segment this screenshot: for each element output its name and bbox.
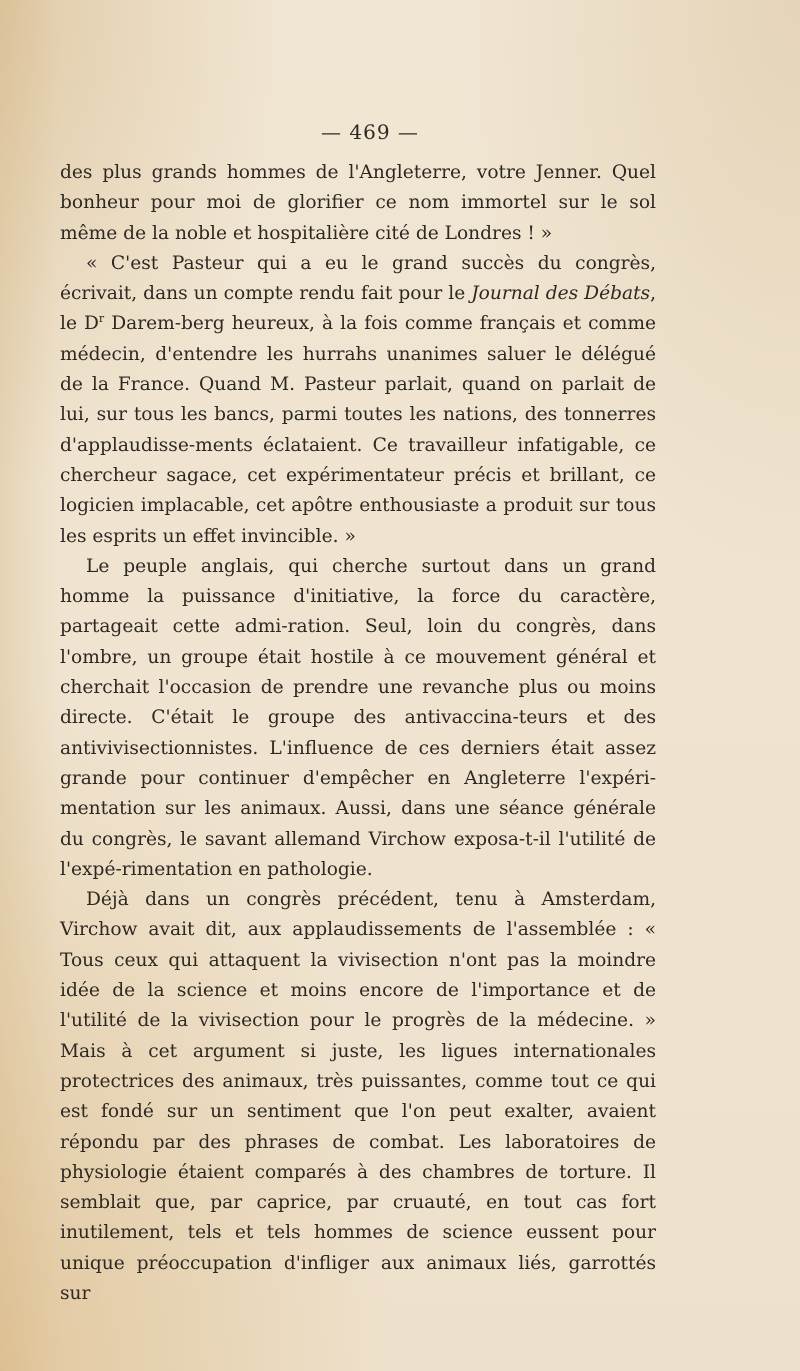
- doctor-abbreviation-superscript: r: [98, 312, 105, 326]
- paragraph-2-text-before: « C'est Pasteur qui a eu le grand succès du congrès, écrivait, dans un compte rendu fait pour le: [60, 252, 656, 305]
- paragraph-3: Le peuple anglais, qui cherche surtout dans un grand homme la puissance d'initiative, la force du caractère, partageait cette admi-ration. Seul, loin du congrès, dans l'ombre, un groupe était hostile à ce mouvement général et cherchait l'occasion de prendre une revanche plus ou moins directe. C'était le groupe des antivaccina-teurs et des antivivisectionnistes. L'influence de ces derniers était assez grande pour continuer d'empêcher en Angleterre l'expéri-mentation sur les animaux. Aussi, dans une séance générale du congrès, le savant allemand Virchow exposa-t-il l'utilité de l'expé-rimentation en pathologie.: [60, 555, 656, 880]
- paragraph-2-text-middle: , le D: [60, 283, 657, 335]
- journal-title: Journal des Débats: [471, 283, 651, 305]
- body-text: [60, 158, 656, 1309]
- paragraph-2-text-after: Darem-berg heureux, à la fois comme français et comme médecin, d'entendre les hurrahs unanimes saluer le délégué de la France. Quand M. Pasteur parlait, quand on parlait de lui, sur tous les bancs, parmi toutes les nations, des tonnerres d'applaudisse-ments éclataient. Ce travailleur infatigable, ce chercheur sagace, cet expérimentateur précis et brillant, ce logicien implacable, cet apôtre enthousiaste a produit sur tous les esprits un effet invincible. »: [60, 313, 656, 547]
- paragraph-2: [60, 249, 656, 552]
- page-number: — 469 —: [321, 120, 419, 144]
- paragraph-4: Déjà dans un congrès précédent, tenu à Amsterdam, Virchow avait dit, aux applaudissements de l'assemblée : « Tous ceux qui attaquent la vivisection n'ont pas la moindre idée de la science et moins encore de l'importance et de l'utilité de la vivisection pour le progrès de la médecine. » Mais à cet argument si juste, les ligues internationales protectrices des animaux, très puissantes, comme tout ce qui est fondé sur un sentiment que l'on peut exalter, avaient répondu par des phrases de combat. Les laboratoires de physiologie étaient comparés à des chambres de torture. Il semblait que, par caprice, par cruauté, en tout cas fort inutilement, tels et tels hommes de science eussent pour unique préoccupation d'infliger aux animaux liés, garrottés sur: [60, 889, 656, 1304]
- paragraph-1: des plus grands hommes de l'Angleterre, votre Jenner. Quel bonheur pour moi de glorifier ce nom immortel sur le sol même de la noble et hospitalière cité de Londres ! »: [60, 162, 656, 244]
